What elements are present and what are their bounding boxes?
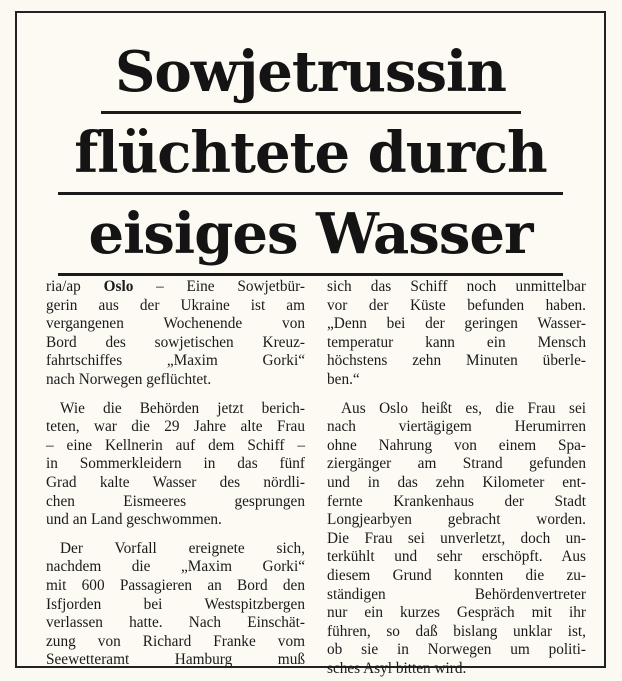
text-line: Der Vorfall ereignete sich, (60, 539, 305, 557)
text-line: ziergänger am Strand gefunden (327, 455, 586, 473)
text-line: teten, war die 29 Jahre alte Frau (46, 418, 305, 436)
text-line: Longjearbyen gebracht worden. (327, 511, 586, 529)
text-line: – Eine Sowjetbür- (133, 278, 305, 295)
paragraph (327, 400, 586, 679)
text-line: nur ein kurzes Gespräch mit ihr (327, 604, 586, 622)
article-column-2 (327, 278, 586, 678)
paragraph (46, 540, 305, 670)
headline-line-3: eisiges Wasser (88, 201, 533, 267)
text-line: ben.“ (327, 370, 360, 388)
text-line: ständigen Behördenvertreter (327, 585, 586, 603)
text-line: in Sommerkleidern in das fünf (46, 455, 305, 473)
text-line: und an Land geschwommen. (46, 511, 222, 529)
text-line: nach Norwegen geflüchtet. (46, 370, 212, 388)
text-line: ob sie in Norwegen um politi- (327, 641, 586, 659)
text-line: verlassen hatte. Nach Einschät- (46, 614, 305, 632)
text-line: fahrtschiffes „Maxim Gorki“ (46, 352, 305, 370)
text-line: und in das zehn Kilometer ent- (327, 473, 586, 491)
text-line: fernte Krankenhaus der Stadt (327, 492, 586, 510)
dateline-city: Oslo (103, 278, 134, 295)
text-line: ohne Nahrung von einem Spa- (327, 436, 586, 454)
text-line: temperatur kann ein Mensch (327, 333, 586, 351)
article-column-1 (46, 278, 305, 678)
text-line: Bord des sowjetischen Kreuz- (46, 333, 305, 351)
headline (17, 33, 604, 276)
text-line: Wie die Behörden jetzt berich- (60, 399, 305, 417)
text-line: Die Frau sei unverletzt, doch un- (327, 529, 586, 547)
text-line: Isfjorden bei Westspitzbergen (46, 595, 305, 613)
text-line: nach viertägigem Herumirren (327, 418, 586, 436)
text-line: zung von Richard Franke vom (46, 632, 305, 650)
dateline-agency: ria/ap (46, 278, 81, 295)
text-line: vor der Küste befunden haben. (327, 296, 586, 314)
text-line: vergangenen Wochenende von (46, 315, 305, 333)
text-line: höchstens zehn Minuten überle- (327, 352, 586, 370)
text-line: – eine Kellnerin auf dem Schiff – (46, 436, 305, 454)
text-line: führen, so daß bislang unklar ist, (327, 622, 586, 640)
text-line: Aus Oslo heißt es, die Frau sei (341, 399, 586, 417)
text-line: chen Eismeeres gesprungen (46, 492, 305, 510)
headline-line-2: flüchtete durch (74, 120, 547, 186)
paragraph (46, 278, 305, 390)
text-line: „Denn bei der geringen Wasser- (327, 315, 586, 333)
text-line: mit 600 Passagieren an Bord den (46, 576, 305, 594)
paragraph (327, 278, 586, 390)
headline-rule (58, 273, 563, 276)
text-line: gerin aus der Ukraine ist am (46, 296, 305, 314)
text-line: nachdem die „Maxim Gorki“ (46, 558, 305, 576)
text-line: Grad kalte Wasser des nördli- (46, 473, 305, 491)
headline-line-1: Sowjetrussin (114, 39, 507, 105)
article-body (46, 278, 586, 678)
text-line: Seewetteramt Hamburg muß (46, 651, 305, 669)
text-line: diesem Grund konnten die zu- (327, 566, 586, 584)
text-line: terkühlt und sehr erschöpft. Aus (327, 548, 586, 566)
paragraph (46, 400, 305, 530)
text-line: sich das Schiff noch unmittelbar (327, 278, 586, 295)
text-line: sches Asyl bitten wird. (327, 659, 467, 677)
